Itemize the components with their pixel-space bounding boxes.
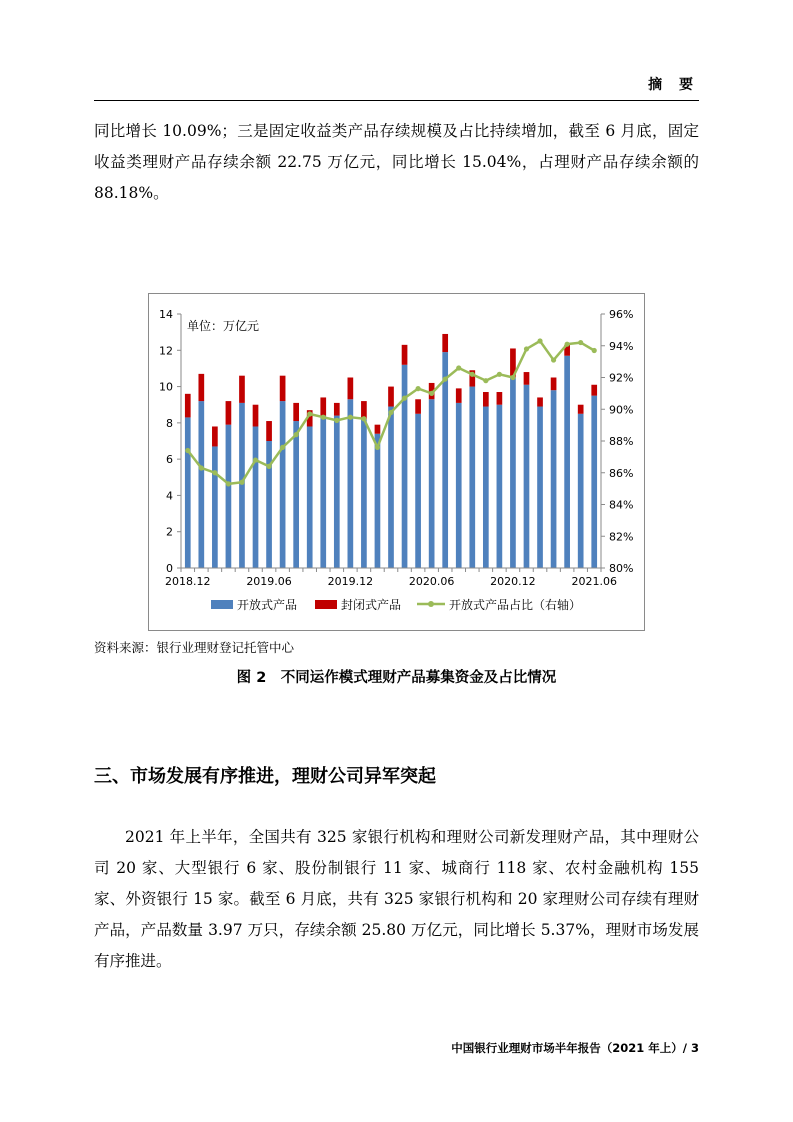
figure-source: 资料来源：银行业理财登记托管中心 <box>94 640 295 655</box>
bar-open <box>375 434 381 568</box>
x-tick-label: 2020.12 <box>490 575 536 588</box>
left-tick-label: 14 <box>159 308 173 321</box>
ratio-point <box>375 445 380 450</box>
bar-closed <box>280 376 286 401</box>
bar-open <box>456 403 462 568</box>
left-tick-label: 0 <box>166 562 173 575</box>
section-heading: 三、市场发展有序推进，理财公司异军突起 <box>94 766 436 787</box>
right-axis-ticks <box>601 308 633 575</box>
bar-closed <box>212 426 218 446</box>
legend-label-closed: 封闭式产品 <box>341 598 402 612</box>
bar-closed <box>442 334 448 352</box>
ratio-point <box>565 342 570 347</box>
bar-closed <box>239 376 245 403</box>
bar-open <box>212 446 218 568</box>
x-tick-label: 2019.06 <box>246 575 292 588</box>
body-paragraph-2: 2021 年上半年，全国共有 325 家银行机构和理财公司新发理财产品，其中理财公司 20 家、大型银行 6 家、股份制银行 11 家、城商行 118 家、农村金融机构 155 家、外资银行 15 家。截至 6 月底，共有 325 家银行机构和 20 家理财公司存续有理财产品，产品数量 3.97 万只，存续余额 25.80 万亿元，同比增长 5.37%，理财市场发展有序推进。 <box>94 828 699 970</box>
ratio-point <box>483 378 488 383</box>
bar-closed <box>334 403 340 416</box>
ratio-point <box>524 346 529 351</box>
left-tick-label: 8 <box>166 416 173 430</box>
left-tick-label: 4 <box>166 489 173 503</box>
bar-closed <box>185 394 191 418</box>
chart-svg <box>149 294 644 630</box>
bar-group <box>185 334 597 568</box>
bar-open <box>185 417 191 568</box>
ratio-point <box>348 415 353 420</box>
bar-open <box>578 414 584 568</box>
bar-closed <box>524 372 530 385</box>
x-tick-label: 2019.12 <box>327 575 374 588</box>
ratio-point <box>388 410 393 415</box>
ratio-point <box>334 418 339 423</box>
bar-open <box>361 419 367 568</box>
ratio-point <box>321 415 326 420</box>
bar-closed <box>402 345 408 365</box>
right-tick-label: 90% <box>609 403 634 417</box>
bar-closed <box>198 374 204 401</box>
x-axis-ticks <box>165 568 617 588</box>
chart-container <box>148 293 645 631</box>
bar-open <box>415 414 421 568</box>
ratio-point <box>226 481 231 486</box>
bar-closed <box>537 397 543 406</box>
bar-closed <box>375 425 381 434</box>
page-footer: 中国银行业理财市场半年报告（2021 年上）/ 3 <box>451 1041 699 1055</box>
ratio-point <box>402 396 407 401</box>
ratio-point <box>185 448 190 453</box>
bar-open <box>293 421 299 568</box>
left-tick-label: 6 <box>166 453 173 467</box>
bar-open <box>591 396 597 568</box>
right-tick-label: 96% <box>609 308 634 321</box>
page-header-title: 摘 要 <box>648 77 699 93</box>
bar-open <box>524 385 530 568</box>
ratio-point <box>429 391 434 396</box>
bar-open <box>537 407 543 568</box>
x-tick-label: 2018.12 <box>165 575 211 588</box>
bar-closed <box>415 399 421 414</box>
body-paragraph-top: 同比增长 10.09%；三是固定收益类产品存续规模及占比持续增加，截至 6 月底，固定收益类理财产品存续余额 22.75 万亿元，同比增长 15.04%，占理财产品存续余额的 88.18%。 <box>94 122 699 202</box>
ratio-point <box>280 445 285 450</box>
header-divider <box>94 100 699 101</box>
bar-open <box>469 387 475 568</box>
bar-open <box>388 407 394 568</box>
bar-closed <box>348 378 354 400</box>
right-tick-label: 92% <box>609 371 634 385</box>
right-tick-label: 86% <box>609 466 634 480</box>
left-axis-ticks <box>159 308 181 575</box>
bar-closed <box>320 397 326 415</box>
bar-closed <box>253 405 259 427</box>
ratio-point <box>443 376 448 381</box>
ratio-point <box>239 480 244 485</box>
right-tick-label: 82% <box>609 530 634 544</box>
ratio-point <box>199 465 204 470</box>
x-tick-label: 2020.06 <box>408 575 455 588</box>
bar-open <box>564 356 570 568</box>
ratio-point <box>212 470 217 475</box>
bar-closed <box>388 387 394 407</box>
left-tick-label: 10 <box>159 380 173 394</box>
ratio-point <box>361 416 366 421</box>
bar-open <box>198 401 204 568</box>
ratio-point <box>497 372 502 377</box>
bar-open <box>239 403 245 568</box>
right-tick-label: 94% <box>609 339 634 353</box>
ratio-point <box>510 375 515 380</box>
bar-closed <box>293 403 299 421</box>
bar-open <box>280 401 286 568</box>
right-tick-label: 88% <box>609 435 634 448</box>
left-tick-label: 2 <box>166 525 173 539</box>
bar-open <box>307 426 313 568</box>
bar-open <box>483 407 489 568</box>
bar-open <box>320 416 326 568</box>
unit-label: 单位：万亿元 <box>187 319 260 333</box>
legend <box>211 597 581 612</box>
legend-label-ratio: 开放式产品占比（右轴） <box>449 598 582 612</box>
ratio-point <box>592 348 597 353</box>
bar-closed <box>591 385 597 396</box>
bar-open <box>551 390 557 568</box>
bar-open <box>497 405 503 568</box>
bar-closed <box>551 378 557 391</box>
bar-open <box>266 441 272 568</box>
ratio-point <box>415 386 420 391</box>
bar-open <box>348 399 354 568</box>
figure-caption: 图 2 不同运作模式理财产品募集资金及占比情况 <box>236 670 557 686</box>
ratio-point <box>578 340 583 345</box>
ratio-point <box>470 372 475 377</box>
right-tick-label: 80% <box>609 562 634 575</box>
legend-swatch-marker <box>428 601 434 607</box>
right-tick-label: 84% <box>609 498 634 512</box>
ratio-point <box>253 457 258 462</box>
legend-label-open: 开放式产品 <box>237 598 298 612</box>
bar-open <box>429 399 435 568</box>
bar-open <box>334 416 340 568</box>
bar-closed <box>226 401 232 425</box>
bar-closed <box>483 392 489 407</box>
legend-swatch-closed <box>315 600 337 609</box>
left-tick-label: 12 <box>159 344 173 358</box>
ratio-point <box>307 411 312 416</box>
ratio-point <box>266 464 271 469</box>
bar-open <box>442 352 448 568</box>
ratio-point <box>294 432 299 437</box>
x-tick-label: 2021.06 <box>571 575 617 588</box>
bar-closed <box>578 405 584 414</box>
legend-swatch-open <box>211 600 233 609</box>
bar-open <box>226 425 232 568</box>
bar-closed <box>266 421 272 441</box>
bar-open <box>510 378 516 569</box>
ratio-point <box>551 357 556 362</box>
bar-open <box>253 426 259 568</box>
bar-closed <box>497 392 503 405</box>
ratio-point <box>537 338 542 343</box>
ratio-point <box>456 365 461 370</box>
bar-closed <box>456 388 462 403</box>
